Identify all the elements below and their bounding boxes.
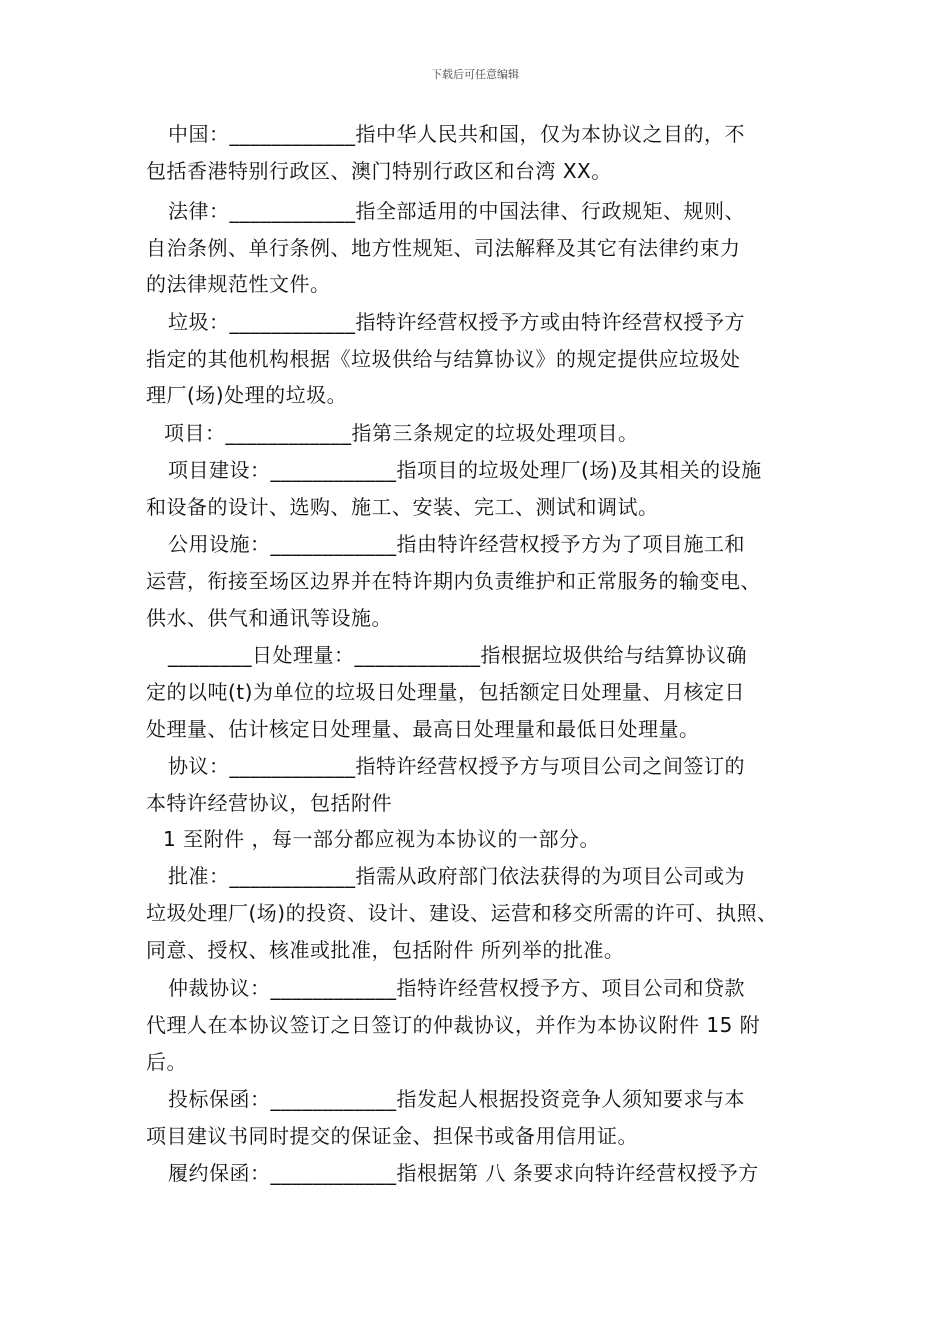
text-line: 仲裁协议：____________指特许经营权授予方、项目公司和贷款 <box>168 976 745 1000</box>
text-line: 处理量、估计核定日处理量、最高日处理量和最低日处理量。 <box>146 717 700 741</box>
text-line: 中国：____________指中华人民共和国，仅为本协议之目的，不 <box>168 122 745 146</box>
text-line: 和设备的设计、选购、施工、安装、完工、测试和调试。 <box>146 495 659 519</box>
text-line: 垃圾：____________指特许经营权授予方或由特许经营权授予方 <box>168 310 745 334</box>
text-line: 的法律规范性文件。 <box>146 272 331 296</box>
text-line: 项目建设：____________指项目的垃圾处理厂(场)及其相关的设施 <box>168 458 762 482</box>
text-line: 定的以吨(t)为单位的垃圾日处理量，包括额定日处理量、月核定日 <box>146 680 745 704</box>
text-line: 1 至附件 ，每一部分都应视为本协议的一部分。 <box>163 827 600 851</box>
text-line: 公用设施：____________指由特许经营权授予方为了项目施工和 <box>168 532 745 556</box>
text-line: 后。 <box>146 1050 187 1074</box>
text-line: 指定的其他机构根据《垃圾供给与结算协议》的规定提供应垃圾处 <box>146 347 741 371</box>
text-line: 协议：____________指特许经营权授予方与项目公司之间签订的 <box>168 754 745 778</box>
text-line: 运营，衔接至场区边界并在特许期内负责维护和正常服务的输变电、 <box>146 569 761 593</box>
text-line: 自治条例、单行条例、地方性规矩、司法解释及其它有法律约束力 <box>146 236 741 260</box>
text-line: 同意、授权、核准或批准，包括附件 所列举的批准。 <box>146 938 625 962</box>
text-line: 履约保函：____________指根据第 八 条要求向特许经营权授予方 <box>168 1161 759 1185</box>
text-line: 包括香港特别行政区、澳门特别行政区和台湾 XX。 <box>146 159 612 183</box>
text-line: 项目建议书同时提交的保证金、担保书或备用信用证。 <box>146 1124 638 1148</box>
text-line: 供水、供气和通讯等设施。 <box>146 606 392 630</box>
text-line: 垃圾处理厂(场)的投资、设计、建设、运营和移交所需的许可、执照、 <box>146 901 778 925</box>
text-line: 本特许经营协议，包括附件 <box>146 791 392 815</box>
text-line: 投标保函：____________指发起人根据投资竞争人须知要求与本 <box>168 1087 745 1111</box>
text-line: 批准：____________指需从政府部门依法获得的为项目公司或为 <box>168 864 745 888</box>
text-line: 代理人在本协议签订之日签订的仲裁协议，并作为本协议附件 15 附 <box>146 1013 761 1037</box>
text-line: 法律：____________指全部适用的中国法律、行政规矩、规则、 <box>168 199 745 223</box>
page-header: 下载后可任意编辑 <box>431 68 519 81</box>
text-line: 项目：____________指第三条规定的垃圾处理项目。 <box>164 421 639 445</box>
text-line: 理厂(场)处理的垃圾。 <box>146 383 348 407</box>
text-line: ________日处理量：____________指根据垃圾供给与结算协议确 <box>168 643 747 667</box>
